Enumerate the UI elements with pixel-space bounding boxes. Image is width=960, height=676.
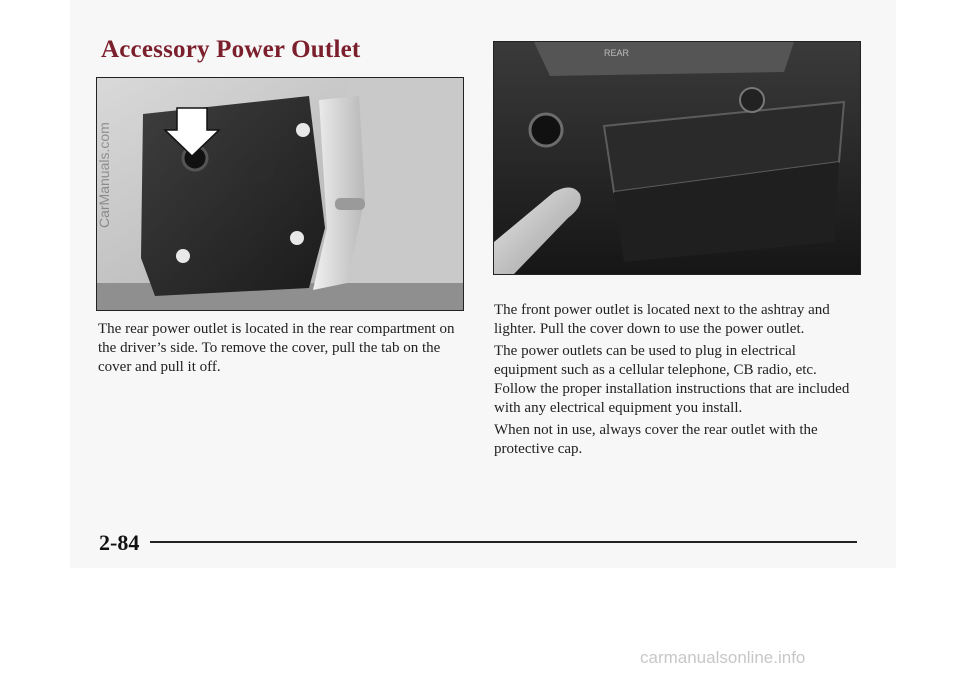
page-number: 2-84 [99,530,140,555]
rear-outlet-paragraph: The rear power outlet is located in the rear compartment on the driver’s side. To remove the cover, pull the tab on the cover and pull it off. [98,321,455,375]
front-outlet-photo [493,41,861,275]
page-title: Accessory Power Outlet [101,36,361,63]
footer-rule [150,541,857,543]
bottom-watermark: carmanualsonline.info [640,648,806,667]
rear-outlet-photo [96,77,464,311]
dashboard-rear-label: REAR [604,48,630,58]
front-outlet-paragraph: The front power outlet is located next to the ashtray and lighter. Pull the cover down to use the power outlet. [494,302,830,337]
outlet-usage-paragraph: The power outlets can be used to plug in electrical equipment such as a cellular telephone, CB radio, etc. Follow the proper installation instructions that are included with any electrical equipment you install. [494,343,850,416]
vertical-watermark: CarManuals.com [96,122,112,228]
cover-outlet-paragraph: When not in use, always cover the rear outlet with the protective cap. [494,422,818,457]
